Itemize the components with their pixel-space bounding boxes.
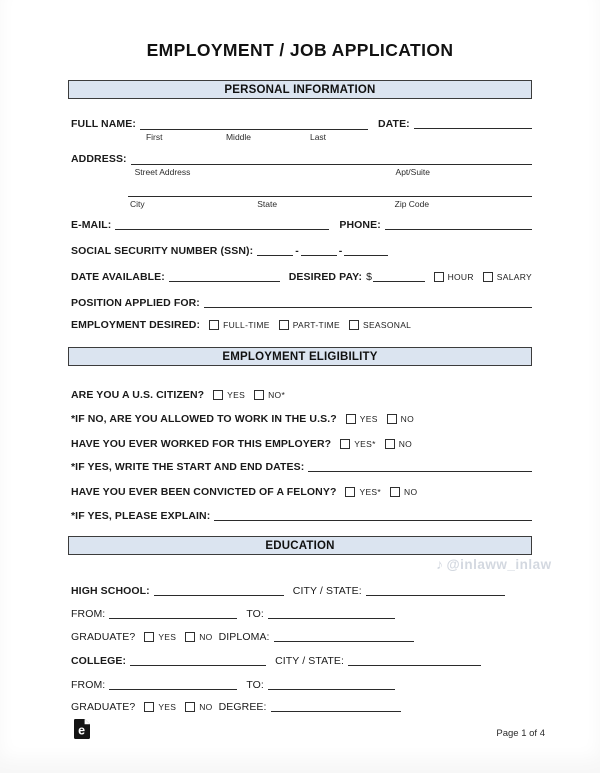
sublabel-middle: Middle <box>225 132 252 142</box>
college-graduate-label: GRADUATE? <box>71 701 136 713</box>
page-number-label: Page 1 of 4 <box>496 728 545 739</box>
option-salary-label: SALARY <box>496 271 532 282</box>
college-graduate-no-label: NO <box>199 701 213 712</box>
allowed-to-work-row <box>71 412 532 425</box>
checkbox-college-graduate-yes[interactable] <box>144 702 154 712</box>
option-salary <box>483 272 532 283</box>
high-school-line[interactable] <box>154 595 284 596</box>
checkbox-seasonal[interactable] <box>349 320 359 330</box>
ssn-line-1[interactable] <box>257 255 293 256</box>
tiktok-note-icon: ♪ <box>436 556 444 572</box>
sublabel-first: First <box>145 132 163 142</box>
date-available-line[interactable] <box>169 281 280 282</box>
phone-label: PHONE: <box>339 219 381 231</box>
allowed-yes-option <box>346 414 378 425</box>
college-dates-row <box>71 678 532 691</box>
sublabel-zip-code: Zip Code <box>394 199 430 209</box>
address-label: ADDRESS: <box>71 153 127 165</box>
worked-no-label: NO <box>398 438 413 449</box>
felony-explain-label: *IF YES, PLEASE EXPLAIN: <box>71 510 211 522</box>
option-seasonal <box>349 320 411 331</box>
checkbox-hs-graduate-yes[interactable] <box>144 632 154 642</box>
hs-graduate-no-option <box>185 632 212 643</box>
felony-explain-line[interactable] <box>214 520 532 521</box>
high-school-label: HIGH SCHOOL: <box>71 585 150 597</box>
checkbox-part-time[interactable] <box>279 320 289 330</box>
allowed-no-label: NO <box>400 413 415 424</box>
hs-graduate-label: GRADUATE? <box>71 631 136 643</box>
position-row <box>71 296 532 309</box>
option-seasonal-label: SEASONAL <box>362 319 412 330</box>
ssn-label: SOCIAL SECURITY NUMBER (SSN): <box>71 245 254 257</box>
sublabel-apt-suite: Apt/Suite <box>395 167 431 177</box>
employment-desired-label: EMPLOYMENT DESIRED: <box>71 319 201 331</box>
start-end-dates-row <box>71 460 532 473</box>
date-available-row <box>71 270 532 283</box>
section-header-education: EDUCATION <box>68 536 532 555</box>
currency-symbol: $ <box>366 271 372 283</box>
felony-question-label: HAVE YOU EVER BEEN CONVICTED OF A FELONY? <box>71 486 337 498</box>
citizen-yes-label: YES <box>227 389 246 400</box>
allowed-yes-label: YES <box>359 413 378 424</box>
hs-city-state-line[interactable] <box>366 595 505 596</box>
allowed-to-work-label: *IF NO, ARE YOU ALLOWED TO WORK IN THE U.S.? <box>71 413 337 425</box>
degree-label: DEGREE: <box>218 701 267 713</box>
sublabel-city: City <box>130 199 145 209</box>
full-name-field <box>140 119 368 142</box>
section-header-personal-information: PERSONAL INFORMATION <box>68 80 532 99</box>
sublabel-street-address: Street Address <box>134 167 191 177</box>
sublabel-last: Last <box>309 132 327 142</box>
address-field-1 <box>131 154 532 177</box>
college-to-label: TO: <box>246 679 264 691</box>
worked-yes-option <box>340 439 376 450</box>
option-hour <box>434 272 474 283</box>
citizen-no-label: NO* <box>268 389 286 400</box>
full-name-line[interactable] <box>140 119 368 130</box>
option-full-time-label: FULL-TIME <box>223 319 270 330</box>
sublabel-state: State <box>257 199 278 209</box>
watermark <box>436 556 552 572</box>
desired-pay-label: DESIRED PAY: <box>288 271 363 283</box>
option-part-time <box>279 320 340 331</box>
option-hour-label: HOUR <box>447 271 474 282</box>
hs-graduate-yes-option <box>144 632 176 643</box>
date-available-label: DATE AVAILABLE: <box>71 271 165 283</box>
hs-graduate-row <box>71 630 532 643</box>
citizen-question-row <box>71 388 532 401</box>
checkbox-full-time[interactable] <box>209 320 219 330</box>
ssn-line-2[interactable] <box>301 255 337 256</box>
email-line[interactable] <box>115 229 329 230</box>
college-from-line[interactable] <box>109 689 237 690</box>
worked-before-label: HAVE YOU EVER WORKED FOR THIS EMPLOYER? <box>71 438 332 450</box>
ssn-separator-1: - <box>295 245 299 257</box>
address-line-1[interactable] <box>131 154 532 165</box>
checkbox-citizen-no[interactable] <box>254 390 264 400</box>
watermark-handle: @inlaww_inlaw <box>446 556 552 572</box>
eforms-logo <box>74 719 90 739</box>
worked-yes-label: YES* <box>354 438 376 449</box>
option-part-time-label: PART-TIME <box>292 319 340 330</box>
page-title: EMPLOYMENT / JOB APPLICATION <box>146 40 454 60</box>
checkbox-allowed-no[interactable] <box>387 414 397 424</box>
college-row <box>71 654 532 667</box>
worked-before-row <box>71 437 532 450</box>
college-graduate-yes-label: YES <box>158 701 177 712</box>
full-name-label: FULL NAME: <box>71 118 136 130</box>
felony-explain-row <box>71 509 532 522</box>
checkbox-hs-graduate-no[interactable] <box>185 632 195 642</box>
worked-no-option <box>385 439 412 450</box>
checkbox-hour[interactable] <box>434 272 444 282</box>
college-graduate-row <box>71 700 532 713</box>
email-label: E-MAIL: <box>71 219 112 231</box>
start-end-dates-line[interactable] <box>308 471 532 472</box>
address-field-2 <box>128 186 532 209</box>
citizen-question-label: ARE YOU A U.S. CITIZEN? <box>71 389 205 401</box>
hs-to-line[interactable] <box>268 618 395 619</box>
college-graduate-yes-option <box>144 702 176 713</box>
hs-from-label: FROM: <box>71 608 106 620</box>
college-city-state-line[interactable] <box>348 665 481 666</box>
phone-line[interactable] <box>385 229 532 230</box>
checkbox-felony-yes[interactable] <box>345 487 355 497</box>
college-to-line[interactable] <box>268 689 395 690</box>
employment-desired-row <box>71 318 532 331</box>
felony-no-label: NO <box>404 486 418 497</box>
felony-no-option <box>390 487 417 498</box>
college-city-state-label: CITY / STATE: <box>275 655 345 667</box>
eforms-logo-letter: e <box>78 723 86 738</box>
start-end-dates-label: *IF YES, WRITE THE START AND END DATES: <box>71 461 305 473</box>
ssn-separator-2: - <box>338 245 343 257</box>
full-name-row <box>71 117 532 142</box>
citizen-yes-option <box>213 390 245 401</box>
checkbox-worked-yes[interactable] <box>340 439 350 449</box>
felony-question-row <box>71 485 532 498</box>
desired-pay-line[interactable] <box>373 281 425 282</box>
address-row-2 <box>71 184 532 209</box>
hs-graduate-no-label: NO <box>199 631 213 642</box>
ssn-row <box>71 244 532 257</box>
position-applied-for-label: POSITION APPLIED FOR: <box>71 297 200 309</box>
hs-dates-row <box>71 607 532 620</box>
diploma-label: DIPLOMA: <box>218 631 270 643</box>
checkbox-college-graduate-no[interactable] <box>185 702 195 712</box>
citizen-no-option <box>254 390 285 401</box>
hs-city-state-label: CITY / STATE: <box>292 585 362 597</box>
high-school-row <box>71 584 532 597</box>
address-line-2[interactable] <box>128 186 532 197</box>
checkbox-allowed-yes[interactable] <box>346 414 356 424</box>
hs-to-label: TO: <box>246 608 264 620</box>
date-line[interactable] <box>414 128 532 129</box>
checkbox-salary[interactable] <box>483 272 493 282</box>
allowed-no-option <box>387 414 414 425</box>
college-graduate-no-option <box>185 702 212 713</box>
position-line[interactable] <box>204 307 532 308</box>
felony-yes-label: YES* <box>359 486 381 497</box>
email-phone-row <box>71 218 532 231</box>
option-full-time <box>209 320 270 331</box>
checkbox-worked-no[interactable] <box>385 439 395 449</box>
college-line[interactable] <box>130 665 266 666</box>
college-label: COLLEGE: <box>71 655 127 667</box>
degree-line[interactable] <box>271 711 401 712</box>
section-header-employment-eligibility: EMPLOYMENT ELIGIBILITY <box>68 347 532 366</box>
hs-graduate-yes-label: YES <box>158 631 177 642</box>
checkbox-felony-no[interactable] <box>390 487 400 497</box>
diploma-line[interactable] <box>274 641 414 642</box>
ssn-line-3[interactable] <box>344 255 388 256</box>
felony-yes-option <box>345 487 381 498</box>
college-from-label: FROM: <box>71 679 106 691</box>
date-label: DATE: <box>377 118 410 130</box>
hs-from-line[interactable] <box>109 618 237 619</box>
checkbox-citizen-yes[interactable] <box>213 390 223 400</box>
address-row <box>71 152 532 177</box>
